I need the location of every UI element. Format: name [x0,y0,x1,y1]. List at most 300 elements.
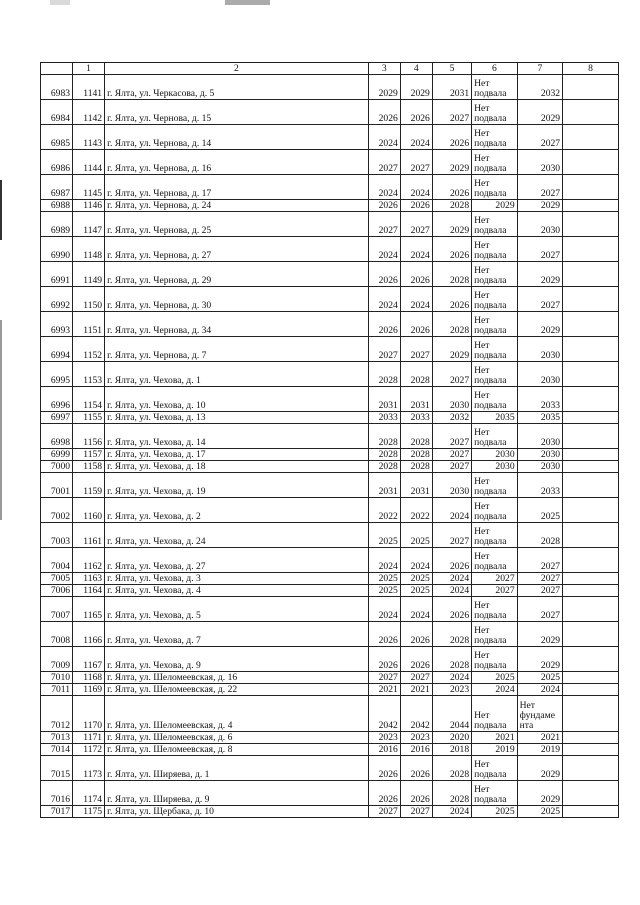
col6-line: подвала [474,88,507,99]
row-number-cell: 7003 [41,523,73,548]
row-number-cell: 6995 [41,362,73,387]
col3-cell: 2028 [368,461,400,473]
row-number-cell: 7000 [41,461,73,473]
col6-line: подвала [474,769,507,780]
address-cell: г. Ялта, ул. Чехова, д. 24 [105,523,369,548]
col6-cell [472,597,517,622]
col5-cell: 2028 [432,622,471,647]
address-cell: г. Ялта, ул. Чернова, д. 29 [105,262,369,287]
col6-cell [472,498,517,523]
col4-cell: 2024 [400,237,432,262]
header-cell: 7 [517,63,562,75]
object-id-cell: 1147 [73,212,105,237]
address-cell: г. Ялта, ул. Чехова, д. 1 [105,362,369,387]
col6-line: Нет [474,501,490,512]
col7-cell [517,473,562,498]
col5-cell: 2029 [432,150,471,175]
row-number-cell: 7014 [41,744,73,756]
object-id-cell: 1145 [73,175,105,200]
col5-cell: 2031 [432,75,471,100]
col5-cell: 2030 [432,473,471,498]
table-row [41,473,619,498]
col5-cell: 2018 [432,744,471,756]
col4-cell: 2026 [400,200,432,212]
table-row [41,573,619,585]
col6-line: Нет [474,710,490,721]
object-id-cell: 1158 [73,461,105,473]
col6-line: Нет [474,390,490,401]
row-number-cell: 7015 [41,756,73,781]
table-row [41,175,619,200]
col6-line: Нет [474,240,490,251]
col4-cell: 2028 [400,362,432,387]
col5-cell: 2029 [432,337,471,362]
col7-line: 2035 [540,412,561,423]
address-cell: г. Ялта, ул. Чернова, д. 16 [105,150,369,175]
object-id-cell: 1156 [73,424,105,449]
col6-cell [472,461,517,473]
row-number-cell: 6987 [41,175,73,200]
col6-cell [472,262,517,287]
row-number-cell: 6983 [41,75,73,100]
col7-cell [517,175,562,200]
col6-line: Нет [474,178,490,189]
col7-cell [517,412,562,424]
col6-line: подвала [474,138,507,149]
col7-line: 2030 [540,225,561,236]
col4-cell: 2033 [400,412,432,424]
col8-cell [563,806,619,818]
col6-line: Нет [474,784,490,795]
col6-cell [472,548,517,573]
table-row [41,548,619,573]
col6-cell [472,125,517,150]
col6-line: 2025 [495,672,515,683]
address-cell: г. Ялта, ул. Чехова, д. 7 [105,622,369,647]
object-id-cell: 1175 [73,806,105,818]
col5-cell: 2027 [432,362,471,387]
col6-line: Нет [474,340,490,351]
table-row [41,781,619,806]
col3-cell: 2025 [368,523,400,548]
col3-cell: 2027 [368,806,400,818]
col6-line: Нет [474,650,490,661]
address-cell: г. Ялта, ул. Чернова, д. 34 [105,312,369,337]
col7-cell [517,75,562,100]
row-number-cell: 7009 [41,647,73,672]
address-cell: г. Ялта, ул. Чехова, д. 2 [105,498,369,523]
row-number-cell: 6991 [41,262,73,287]
row-number-cell: 6992 [41,287,73,312]
col8-cell [563,684,619,696]
col6-cell [472,237,517,262]
table-row [41,647,619,672]
col5-cell: 2028 [432,200,471,212]
col5-cell: 2027 [432,424,471,449]
row-number-cell: 6986 [41,150,73,175]
col7-line: 2030 [540,437,561,448]
col6-cell [472,449,517,461]
col8-cell [563,672,619,684]
col4-cell: 2028 [400,449,432,461]
col6-line: Нет [474,128,490,139]
col6-line: 2021 [495,732,515,743]
table-row [41,100,619,125]
col5-cell: 2044 [432,696,471,732]
col6-line: подвала [474,635,507,646]
col6-line: 2029 [495,200,515,211]
row-number-cell: 6989 [41,212,73,237]
scan-artifact [0,180,2,240]
col3-cell: 2024 [368,548,400,573]
col6-cell [472,387,517,412]
col3-cell: 2024 [368,237,400,262]
col7-cell [517,100,562,125]
col4-cell: 2025 [400,523,432,548]
col6-line: подвала [474,225,507,236]
col4-cell: 2026 [400,262,432,287]
register-table [40,62,619,818]
col6-line: 2027 [495,573,515,584]
col8-cell [563,262,619,287]
address-cell: г. Ялта, ул. Чехова, д. 4 [105,585,369,597]
col6-line: подвала [474,794,507,805]
table-row [41,461,619,473]
col4-cell: 2026 [400,100,432,125]
col6-cell [472,150,517,175]
col8-cell [563,548,619,573]
col6-line: 2024 [495,684,515,695]
table-row [41,622,619,647]
address-cell: г. Ялта, ул. Чехова, д. 10 [105,387,369,412]
address-cell: г. Ялта, ул. Ширяева, д. 1 [105,756,369,781]
col5-cell: 2028 [432,781,471,806]
row-number-cell: 7016 [41,781,73,806]
col4-cell: 2024 [400,597,432,622]
col7-cell [517,585,562,597]
col6-line: подвала [474,113,507,124]
col7-cell [517,523,562,548]
col5-cell: 2028 [432,647,471,672]
col6-line: Нет [474,290,490,301]
col8-cell [563,424,619,449]
object-id-cell: 1169 [73,684,105,696]
col8-cell [563,573,619,585]
col5-cell: 2026 [432,287,471,312]
object-id-cell: 1149 [73,262,105,287]
col3-cell: 2024 [368,287,400,312]
address-cell: г. Ялта, ул. Чернова, д. 14 [105,125,369,150]
col4-cell: 2027 [400,212,432,237]
col5-cell: 2023 [432,684,471,696]
address-cell: г. Ялта, ул. Шеломеевская, д. 16 [105,672,369,684]
col7-line: 2033 [540,400,561,411]
col6-cell [472,573,517,585]
col7-cell [517,806,562,818]
address-cell: г. Ялта, ул. Чернова, д. 15 [105,100,369,125]
row-number-cell: 7011 [41,684,73,696]
table-body [41,75,619,818]
col3-cell: 2016 [368,744,400,756]
col7-line: 2029 [540,200,561,211]
col6-cell [472,312,517,337]
table-row [41,387,619,412]
col3-cell: 2042 [368,696,400,732]
row-number-cell: 6998 [41,424,73,449]
col6-cell [472,212,517,237]
col7-cell [517,125,562,150]
col7-line: 2029 [540,635,561,646]
object-id-cell: 1144 [73,150,105,175]
col6-cell [472,622,517,647]
col6-line: Нет [474,78,490,89]
row-number-cell: 7017 [41,806,73,818]
col3-cell: 2027 [368,337,400,362]
object-id-cell: 1167 [73,647,105,672]
scan-artifact [225,0,270,5]
object-id-cell: 1143 [73,125,105,150]
col3-cell: 2026 [368,756,400,781]
col6-cell [472,362,517,387]
col8-cell [563,523,619,548]
col7-line: Нет [519,700,535,711]
address-cell: г. Ялта, ул. Чернова, д. 27 [105,237,369,262]
col4-cell: 2027 [400,806,432,818]
table-row [41,412,619,424]
col5-cell: 2030 [432,387,471,412]
col7-cell [517,424,562,449]
col7-cell [517,684,562,696]
col4-cell: 2028 [400,461,432,473]
col6-cell [472,523,517,548]
table-row [41,597,619,622]
col6-line: Нет [474,427,490,438]
col6-line: подвала [474,511,507,522]
col7-cell [517,387,562,412]
col7-line: 2029 [540,325,561,336]
col7-line: 2025 [540,806,561,817]
col7-cell [517,573,562,585]
table-row [41,287,619,312]
col3-cell: 2024 [368,175,400,200]
col7-cell [517,337,562,362]
col4-cell: 2026 [400,781,432,806]
object-id-cell: 1166 [73,622,105,647]
col7-cell [517,672,562,684]
address-cell: г. Ялта, ул. Щербака, д. 10 [105,806,369,818]
object-id-cell: 1160 [73,498,105,523]
address-cell: г. Ялта, ул. Чернова, д. 24 [105,200,369,212]
row-number-cell: 6997 [41,412,73,424]
header-cell: 2 [105,63,369,75]
col8-cell [563,362,619,387]
col6-line: подвала [474,188,507,199]
address-cell: г. Ялта, ул. Черкасова, д. 5 [105,75,369,100]
col4-cell: 2027 [400,672,432,684]
header-cell: 6 [472,63,517,75]
col6-cell [472,696,517,732]
col3-cell: 2025 [368,573,400,585]
col5-cell: 2028 [432,262,471,287]
col6-line: Нет [474,759,490,770]
col6-cell [472,424,517,449]
header-cell [41,63,73,75]
col6-line: Нет [474,625,490,636]
table-row [41,585,619,597]
object-id-cell: 1148 [73,237,105,262]
col3-cell: 2025 [368,585,400,597]
col4-cell: 2026 [400,622,432,647]
col3-cell: 2027 [368,672,400,684]
object-id-cell: 1154 [73,387,105,412]
col7-cell [517,498,562,523]
col3-cell: 2026 [368,200,400,212]
col6-cell [472,200,517,212]
col4-cell: 2028 [400,424,432,449]
col4-cell: 2031 [400,387,432,412]
col7-line: 2029 [540,660,561,671]
row-number-cell: 6993 [41,312,73,337]
header-cell: 8 [563,63,619,75]
col4-cell: 2027 [400,337,432,362]
col3-cell: 2027 [368,212,400,237]
col7-line: 2032 [540,88,561,99]
col6-cell [472,744,517,756]
col7-line: 2024 [540,684,561,695]
col5-cell: 2024 [432,573,471,585]
address-cell: г. Ялта, ул. Чехова, д. 3 [105,573,369,585]
col5-cell: 2027 [432,523,471,548]
object-id-cell: 1150 [73,287,105,312]
col5-cell: 2026 [432,237,471,262]
col6-line: 2030 [495,461,515,472]
address-cell: г. Ялта, ул. Чернова, д. 30 [105,287,369,312]
col3-cell: 2026 [368,781,400,806]
object-id-cell: 1146 [73,200,105,212]
col5-cell: 2026 [432,548,471,573]
col6-line: 2025 [495,806,515,817]
table-row [41,684,619,696]
col6-line: Нет [474,215,490,226]
object-id-cell: 1141 [73,75,105,100]
col6-line: Нет [474,526,490,537]
col5-cell: 2024 [432,498,471,523]
col7-cell [517,647,562,672]
object-id-cell: 1161 [73,523,105,548]
col8-cell [563,237,619,262]
col8-cell [563,100,619,125]
col3-cell: 2026 [368,622,400,647]
object-id-cell: 1151 [73,312,105,337]
col6-line: подвала [474,275,507,286]
col6-line: Нет [474,103,490,114]
address-cell: г. Ялта, ул. Чехова, д. 19 [105,473,369,498]
col4-cell: 2016 [400,744,432,756]
table-row [41,523,619,548]
col5-cell: 2026 [432,175,471,200]
col7-cell [517,362,562,387]
object-id-cell: 1142 [73,100,105,125]
col3-cell: 2027 [368,150,400,175]
col5-cell: 2020 [432,732,471,744]
col6-cell [472,806,517,818]
col3-cell: 2026 [368,262,400,287]
object-id-cell: 1157 [73,449,105,461]
table-row [41,732,619,744]
col3-cell: 2028 [368,362,400,387]
header-cell: 5 [432,63,471,75]
col3-cell: 2026 [368,647,400,672]
col6-line: Нет [474,476,490,487]
table-row [41,262,619,287]
col8-cell [563,150,619,175]
table-row [41,337,619,362]
col3-cell: 2031 [368,387,400,412]
address-cell: г. Ялта, ул. Ширяева, д. 9 [105,781,369,806]
col4-cell: 2025 [400,573,432,585]
col6-line: подвала [474,300,507,311]
row-number-cell: 7006 [41,585,73,597]
col7-line: фундаме [519,710,555,721]
col4-cell: 2025 [400,585,432,597]
col7-line: 2033 [540,486,561,497]
row-number-cell: 7004 [41,548,73,573]
col6-cell [472,781,517,806]
object-id-cell: 1162 [73,548,105,573]
object-id-cell: 1170 [73,696,105,732]
col6-cell [472,337,517,362]
col7-line: 2029 [540,769,561,780]
col6-line: 2030 [495,449,515,460]
col6-cell [472,585,517,597]
table-row [41,744,619,756]
scan-artifact [0,320,2,520]
col7-line: 2021 [540,732,561,743]
object-id-cell: 1174 [73,781,105,806]
address-cell: г. Ялта, ул. Шеломеевская, д. 6 [105,732,369,744]
col8-cell [563,387,619,412]
col4-cell: 2029 [400,75,432,100]
col8-cell [563,125,619,150]
col5-cell: 2029 [432,212,471,237]
col6-cell [472,175,517,200]
col7-cell [517,461,562,473]
col7-line: 2025 [540,672,561,683]
col8-cell [563,175,619,200]
address-cell: г. Ялта, ул. Чехова, д. 14 [105,424,369,449]
col4-cell: 2031 [400,473,432,498]
col5-cell: 2026 [432,125,471,150]
col4-cell: 2024 [400,125,432,150]
col6-line: подвала [474,250,507,261]
address-cell: г. Ялта, ул. Чехова, д. 27 [105,548,369,573]
col8-cell [563,287,619,312]
col5-cell: 2032 [432,412,471,424]
scan-artifact [50,0,70,5]
col6-cell [472,412,517,424]
row-number-cell: 6985 [41,125,73,150]
col4-cell: 2024 [400,287,432,312]
col7-cell [517,696,562,732]
address-cell: г. Ялта, ул. Шеломеевская, д. 4 [105,696,369,732]
col6-cell [472,287,517,312]
table-row [41,237,619,262]
col4-cell: 2026 [400,312,432,337]
col6-line: подвала [474,437,507,448]
object-id-cell: 1171 [73,732,105,744]
col7-line: 2027 [540,250,561,261]
col6-line: Нет [474,600,490,611]
